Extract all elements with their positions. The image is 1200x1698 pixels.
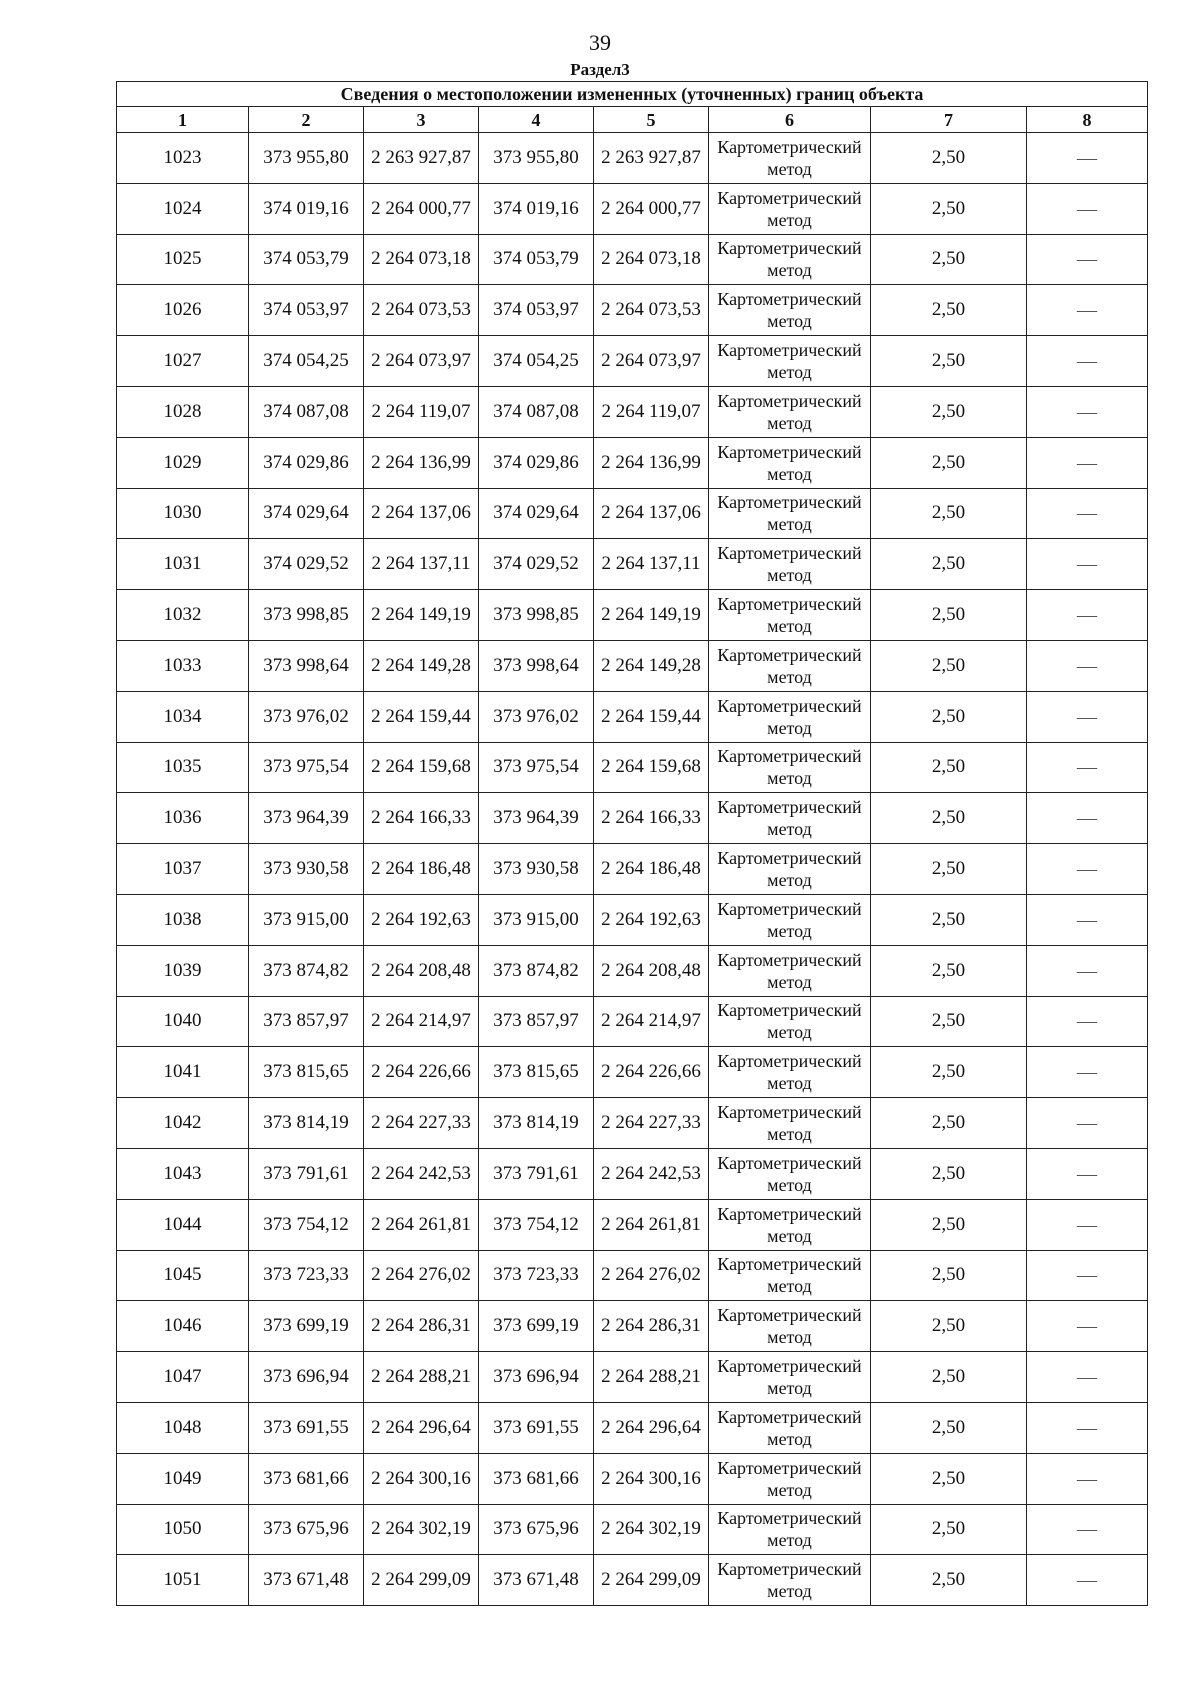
table-row	[117, 844, 1148, 895]
accuracy-cell: 2,50	[871, 793, 1027, 844]
accuracy-cell: 2,50	[871, 1250, 1027, 1301]
y-refined-cell: 2 264 296,64	[594, 1402, 709, 1453]
y-existing-cell: 2 264 073,18	[364, 234, 479, 285]
method-cell: Картометрический метод	[709, 133, 871, 184]
note-cell: —	[1027, 1301, 1148, 1352]
note-cell: —	[1027, 1148, 1148, 1199]
table-row	[117, 742, 1148, 793]
table-row	[117, 1504, 1148, 1555]
y-existing-cell: 2 264 208,48	[364, 945, 479, 996]
table-row	[117, 1555, 1148, 1606]
method-cell: Картометрический метод	[709, 488, 871, 539]
accuracy-cell: 2,50	[871, 742, 1027, 793]
y-existing-cell: 2 264 000,77	[364, 183, 479, 234]
y-refined-cell: 2 264 073,97	[594, 336, 709, 387]
table-row	[117, 1352, 1148, 1403]
boundary-table	[116, 81, 1148, 1606]
accuracy-cell: 2,50	[871, 844, 1027, 895]
y-existing-cell: 2 264 073,53	[364, 285, 479, 336]
x-existing-cell: 373 955,80	[249, 133, 364, 184]
note-cell: —	[1027, 996, 1148, 1047]
y-refined-cell: 2 264 137,06	[594, 488, 709, 539]
section-label: Раздел3	[570, 60, 630, 79]
note-cell: —	[1027, 488, 1148, 539]
point-number-cell: 1046	[117, 1301, 249, 1352]
point-number-cell: 1044	[117, 1199, 249, 1250]
accuracy-cell: 2,50	[871, 1453, 1027, 1504]
y-existing-cell: 2 264 302,19	[364, 1504, 479, 1555]
accuracy-cell: 2,50	[871, 234, 1027, 285]
note-cell: —	[1027, 742, 1148, 793]
note-cell: —	[1027, 793, 1148, 844]
y-refined-cell: 2 264 137,11	[594, 539, 709, 590]
x-existing-cell: 373 915,00	[249, 894, 364, 945]
x-existing-cell: 374 053,79	[249, 234, 364, 285]
note-cell: —	[1027, 539, 1148, 590]
x-refined-cell: 374 053,79	[479, 234, 594, 285]
accuracy-cell: 2,50	[871, 1047, 1027, 1098]
x-refined-cell: 373 671,48	[479, 1555, 594, 1606]
note-cell: —	[1027, 234, 1148, 285]
method-cell: Картометрический метод	[709, 691, 871, 742]
table-row	[117, 336, 1148, 387]
accuracy-cell: 2,50	[871, 1555, 1027, 1606]
x-existing-cell: 373 857,97	[249, 996, 364, 1047]
column-number: 1	[117, 107, 249, 133]
point-number-cell: 1041	[117, 1047, 249, 1098]
y-refined-cell: 2 264 300,16	[594, 1453, 709, 1504]
x-existing-cell: 373 964,39	[249, 793, 364, 844]
method-cell: Картометрический метод	[709, 640, 871, 691]
table-row	[117, 1047, 1148, 1098]
table-row	[117, 488, 1148, 539]
y-existing-cell: 2 264 186,48	[364, 844, 479, 895]
y-refined-cell: 2 264 159,44	[594, 691, 709, 742]
method-cell: Картометрический метод	[709, 590, 871, 641]
note-cell: —	[1027, 1453, 1148, 1504]
point-number-cell: 1029	[117, 437, 249, 488]
x-existing-cell: 374 029,86	[249, 437, 364, 488]
method-cell: Картометрический метод	[709, 1555, 871, 1606]
note-cell: —	[1027, 336, 1148, 387]
x-refined-cell: 374 019,16	[479, 183, 594, 234]
y-refined-cell: 2 264 288,21	[594, 1352, 709, 1403]
table-row	[117, 437, 1148, 488]
note-cell: —	[1027, 640, 1148, 691]
point-number-cell: 1040	[117, 996, 249, 1047]
method-cell: Картометрический метод	[709, 894, 871, 945]
method-cell: Картометрический метод	[709, 1148, 871, 1199]
y-existing-cell: 2 264 288,21	[364, 1352, 479, 1403]
x-refined-cell: 373 675,96	[479, 1504, 594, 1555]
point-number-cell: 1048	[117, 1402, 249, 1453]
method-cell: Картометрический метод	[709, 1453, 871, 1504]
table-row	[117, 285, 1148, 336]
note-cell: —	[1027, 844, 1148, 895]
x-refined-cell: 373 791,61	[479, 1148, 594, 1199]
table-row	[117, 945, 1148, 996]
note-cell: —	[1027, 183, 1148, 234]
x-refined-cell: 373 681,66	[479, 1453, 594, 1504]
accuracy-cell: 2,50	[871, 1352, 1027, 1403]
note-cell: —	[1027, 691, 1148, 742]
x-refined-cell: 373 998,85	[479, 590, 594, 641]
x-refined-cell: 373 754,12	[479, 1199, 594, 1250]
accuracy-cell: 2,50	[871, 183, 1027, 234]
accuracy-cell: 2,50	[871, 336, 1027, 387]
note-cell: —	[1027, 1555, 1148, 1606]
y-refined-cell: 2 264 226,66	[594, 1047, 709, 1098]
x-existing-cell: 373 696,94	[249, 1352, 364, 1403]
x-existing-cell: 373 691,55	[249, 1402, 364, 1453]
y-existing-cell: 2 264 226,66	[364, 1047, 479, 1098]
accuracy-cell: 2,50	[871, 640, 1027, 691]
method-cell: Картометрический метод	[709, 1402, 871, 1453]
point-number-cell: 1050	[117, 1504, 249, 1555]
method-cell: Картометрический метод	[709, 945, 871, 996]
y-refined-cell: 2 264 242,53	[594, 1148, 709, 1199]
point-number-cell: 1027	[117, 336, 249, 387]
y-existing-cell: 2 264 159,44	[364, 691, 479, 742]
note-cell: —	[1027, 590, 1148, 641]
method-cell: Картометрический метод	[709, 1098, 871, 1149]
x-existing-cell: 373 998,64	[249, 640, 364, 691]
method-cell: Картометрический метод	[709, 844, 871, 895]
note-cell: —	[1027, 1250, 1148, 1301]
accuracy-cell: 2,50	[871, 1504, 1027, 1555]
y-existing-cell: 2 264 137,11	[364, 539, 479, 590]
method-cell: Картометрический метод	[709, 386, 871, 437]
method-cell: Картометрический метод	[709, 539, 871, 590]
note-cell: —	[1027, 386, 1148, 437]
column-number: 6	[709, 107, 871, 133]
y-refined-cell: 2 264 208,48	[594, 945, 709, 996]
accuracy-cell: 2,50	[871, 1199, 1027, 1250]
x-existing-cell: 373 814,19	[249, 1098, 364, 1149]
page-number: 39	[589, 30, 611, 55]
y-existing-cell: 2 264 159,68	[364, 742, 479, 793]
x-refined-cell: 373 723,33	[479, 1250, 594, 1301]
accuracy-cell: 2,50	[871, 133, 1027, 184]
point-number-cell: 1033	[117, 640, 249, 691]
x-existing-cell: 374 054,25	[249, 336, 364, 387]
table-row	[117, 1098, 1148, 1149]
y-existing-cell: 2 264 149,19	[364, 590, 479, 641]
y-refined-cell: 2 264 073,53	[594, 285, 709, 336]
accuracy-cell: 2,50	[871, 590, 1027, 641]
method-cell: Картометрический метод	[709, 437, 871, 488]
y-existing-cell: 2 264 242,53	[364, 1148, 479, 1199]
table-row	[117, 1199, 1148, 1250]
y-existing-cell: 2 264 300,16	[364, 1453, 479, 1504]
point-number-cell: 1043	[117, 1148, 249, 1199]
y-existing-cell: 2 264 166,33	[364, 793, 479, 844]
x-existing-cell: 373 675,96	[249, 1504, 364, 1555]
x-refined-cell: 373 930,58	[479, 844, 594, 895]
y-refined-cell: 2 264 302,19	[594, 1504, 709, 1555]
x-existing-cell: 373 681,66	[249, 1453, 364, 1504]
x-existing-cell: 374 053,97	[249, 285, 364, 336]
note-cell: —	[1027, 1047, 1148, 1098]
point-number-cell: 1038	[117, 894, 249, 945]
y-refined-cell: 2 264 186,48	[594, 844, 709, 895]
point-number-cell: 1034	[117, 691, 249, 742]
method-cell: Картометрический метод	[709, 336, 871, 387]
x-refined-cell: 373 857,97	[479, 996, 594, 1047]
x-refined-cell: 374 054,25	[479, 336, 594, 387]
point-number-cell: 1045	[117, 1250, 249, 1301]
y-existing-cell: 2 263 927,87	[364, 133, 479, 184]
x-existing-cell: 373 998,85	[249, 590, 364, 641]
column-number: 8	[1027, 107, 1148, 133]
x-refined-cell: 373 975,54	[479, 742, 594, 793]
x-existing-cell: 373 671,48	[249, 1555, 364, 1606]
point-number-cell: 1051	[117, 1555, 249, 1606]
y-refined-cell: 2 264 149,28	[594, 640, 709, 691]
x-refined-cell: 373 814,19	[479, 1098, 594, 1149]
y-existing-cell: 2 264 073,97	[364, 336, 479, 387]
note-cell: —	[1027, 1352, 1148, 1403]
accuracy-cell: 2,50	[871, 437, 1027, 488]
y-existing-cell: 2 264 227,33	[364, 1098, 479, 1149]
y-refined-cell: 2 263 927,87	[594, 133, 709, 184]
accuracy-cell: 2,50	[871, 488, 1027, 539]
table-row	[117, 996, 1148, 1047]
accuracy-cell: 2,50	[871, 894, 1027, 945]
point-number-cell: 1024	[117, 183, 249, 234]
method-cell: Картометрический метод	[709, 1504, 871, 1555]
y-refined-cell: 2 264 214,97	[594, 996, 709, 1047]
point-number-cell: 1047	[117, 1352, 249, 1403]
y-refined-cell: 2 264 192,63	[594, 894, 709, 945]
x-refined-cell: 373 874,82	[479, 945, 594, 996]
x-existing-cell: 373 930,58	[249, 844, 364, 895]
point-number-cell: 1031	[117, 539, 249, 590]
column-number: 2	[249, 107, 364, 133]
note-cell: —	[1027, 945, 1148, 996]
y-refined-cell: 2 264 227,33	[594, 1098, 709, 1149]
y-existing-cell: 2 264 137,06	[364, 488, 479, 539]
x-refined-cell: 373 915,00	[479, 894, 594, 945]
x-existing-cell: 374 019,16	[249, 183, 364, 234]
y-refined-cell: 2 264 073,18	[594, 234, 709, 285]
x-refined-cell: 373 964,39	[479, 793, 594, 844]
y-refined-cell: 2 264 286,31	[594, 1301, 709, 1352]
y-existing-cell: 2 264 192,63	[364, 894, 479, 945]
point-number-cell: 1023	[117, 133, 249, 184]
x-refined-cell: 374 053,97	[479, 285, 594, 336]
y-refined-cell: 2 264 261,81	[594, 1199, 709, 1250]
method-cell: Картометрический метод	[709, 234, 871, 285]
table-row	[117, 590, 1148, 641]
point-number-cell: 1042	[117, 1098, 249, 1149]
x-existing-cell: 374 029,64	[249, 488, 364, 539]
x-existing-cell: 374 087,08	[249, 386, 364, 437]
method-cell: Картометрический метод	[709, 793, 871, 844]
column-number: 3	[364, 107, 479, 133]
method-cell: Картометрический метод	[709, 285, 871, 336]
accuracy-cell: 2,50	[871, 1301, 1027, 1352]
point-number-cell: 1030	[117, 488, 249, 539]
note-cell: —	[1027, 133, 1148, 184]
note-cell: —	[1027, 437, 1148, 488]
y-refined-cell: 2 264 149,19	[594, 590, 709, 641]
table-row	[117, 386, 1148, 437]
note-cell: —	[1027, 1504, 1148, 1555]
x-refined-cell: 373 955,80	[479, 133, 594, 184]
y-refined-cell: 2 264 276,02	[594, 1250, 709, 1301]
x-refined-cell: 374 029,64	[479, 488, 594, 539]
table-row	[117, 894, 1148, 945]
accuracy-cell: 2,50	[871, 539, 1027, 590]
table-row	[117, 1148, 1148, 1199]
x-refined-cell: 373 998,64	[479, 640, 594, 691]
point-number-cell: 1025	[117, 234, 249, 285]
y-existing-cell: 2 264 276,02	[364, 1250, 479, 1301]
x-existing-cell: 374 029,52	[249, 539, 364, 590]
table-row	[117, 234, 1148, 285]
table-row	[117, 1250, 1148, 1301]
accuracy-cell: 2,50	[871, 1402, 1027, 1453]
note-cell: —	[1027, 1098, 1148, 1149]
table-row	[117, 133, 1148, 184]
point-number-cell: 1049	[117, 1453, 249, 1504]
column-number: 4	[479, 107, 594, 133]
method-cell: Картометрический метод	[709, 996, 871, 1047]
x-refined-cell: 373 699,19	[479, 1301, 594, 1352]
point-number-cell: 1039	[117, 945, 249, 996]
y-existing-cell: 2 264 136,99	[364, 437, 479, 488]
column-number-row	[117, 107, 1148, 133]
table-row	[117, 640, 1148, 691]
x-existing-cell: 373 975,54	[249, 742, 364, 793]
point-number-cell: 1032	[117, 590, 249, 641]
y-refined-cell: 2 264 136,99	[594, 437, 709, 488]
x-existing-cell: 373 874,82	[249, 945, 364, 996]
table-row	[117, 691, 1148, 742]
method-cell: Картометрический метод	[709, 1301, 871, 1352]
x-existing-cell: 373 699,19	[249, 1301, 364, 1352]
table-row	[117, 183, 1148, 234]
x-refined-cell: 373 691,55	[479, 1402, 594, 1453]
method-cell: Картометрический метод	[709, 1352, 871, 1403]
x-existing-cell: 373 723,33	[249, 1250, 364, 1301]
table-row	[117, 793, 1148, 844]
point-number-cell: 1037	[117, 844, 249, 895]
point-number-cell: 1028	[117, 386, 249, 437]
method-cell: Картометрический метод	[709, 1047, 871, 1098]
y-refined-cell: 2 264 299,09	[594, 1555, 709, 1606]
table-row	[117, 539, 1148, 590]
accuracy-cell: 2,50	[871, 996, 1027, 1047]
y-refined-cell: 2 264 159,68	[594, 742, 709, 793]
accuracy-cell: 2,50	[871, 945, 1027, 996]
y-existing-cell: 2 264 299,09	[364, 1555, 479, 1606]
x-refined-cell: 374 029,86	[479, 437, 594, 488]
point-number-cell: 1036	[117, 793, 249, 844]
y-existing-cell: 2 264 286,31	[364, 1301, 479, 1352]
accuracy-cell: 2,50	[871, 285, 1027, 336]
point-number-cell: 1026	[117, 285, 249, 336]
x-refined-cell: 374 029,52	[479, 539, 594, 590]
x-refined-cell: 373 976,02	[479, 691, 594, 742]
column-number: 5	[594, 107, 709, 133]
method-cell: Картометрический метод	[709, 742, 871, 793]
y-existing-cell: 2 264 261,81	[364, 1199, 479, 1250]
x-refined-cell: 373 696,94	[479, 1352, 594, 1403]
accuracy-cell: 2,50	[871, 386, 1027, 437]
y-refined-cell: 2 264 166,33	[594, 793, 709, 844]
table-row	[117, 1301, 1148, 1352]
table-row	[117, 1402, 1148, 1453]
method-cell: Картометрический метод	[709, 1250, 871, 1301]
accuracy-cell: 2,50	[871, 1148, 1027, 1199]
y-existing-cell: 2 264 149,28	[364, 640, 479, 691]
note-cell: —	[1027, 894, 1148, 945]
note-cell: —	[1027, 285, 1148, 336]
y-existing-cell: 2 264 214,97	[364, 996, 479, 1047]
column-number: 7	[871, 107, 1027, 133]
method-cell: Картометрический метод	[709, 1199, 871, 1250]
x-refined-cell: 373 815,65	[479, 1047, 594, 1098]
note-cell: —	[1027, 1199, 1148, 1250]
x-existing-cell: 373 754,12	[249, 1199, 364, 1250]
table-row	[117, 1453, 1148, 1504]
accuracy-cell: 2,50	[871, 691, 1027, 742]
table-body	[117, 133, 1148, 1606]
point-number-cell: 1035	[117, 742, 249, 793]
note-cell: —	[1027, 1402, 1148, 1453]
y-refined-cell: 2 264 000,77	[594, 183, 709, 234]
y-existing-cell: 2 264 119,07	[364, 386, 479, 437]
x-existing-cell: 373 976,02	[249, 691, 364, 742]
accuracy-cell: 2,50	[871, 1098, 1027, 1149]
x-existing-cell: 373 791,61	[249, 1148, 364, 1199]
x-existing-cell: 373 815,65	[249, 1047, 364, 1098]
y-existing-cell: 2 264 296,64	[364, 1402, 479, 1453]
table-title: Сведения о местоположении измененных (уточненных) границ объекта	[117, 82, 1148, 107]
method-cell: Картометрический метод	[709, 183, 871, 234]
x-refined-cell: 374 087,08	[479, 386, 594, 437]
y-refined-cell: 2 264 119,07	[594, 386, 709, 437]
